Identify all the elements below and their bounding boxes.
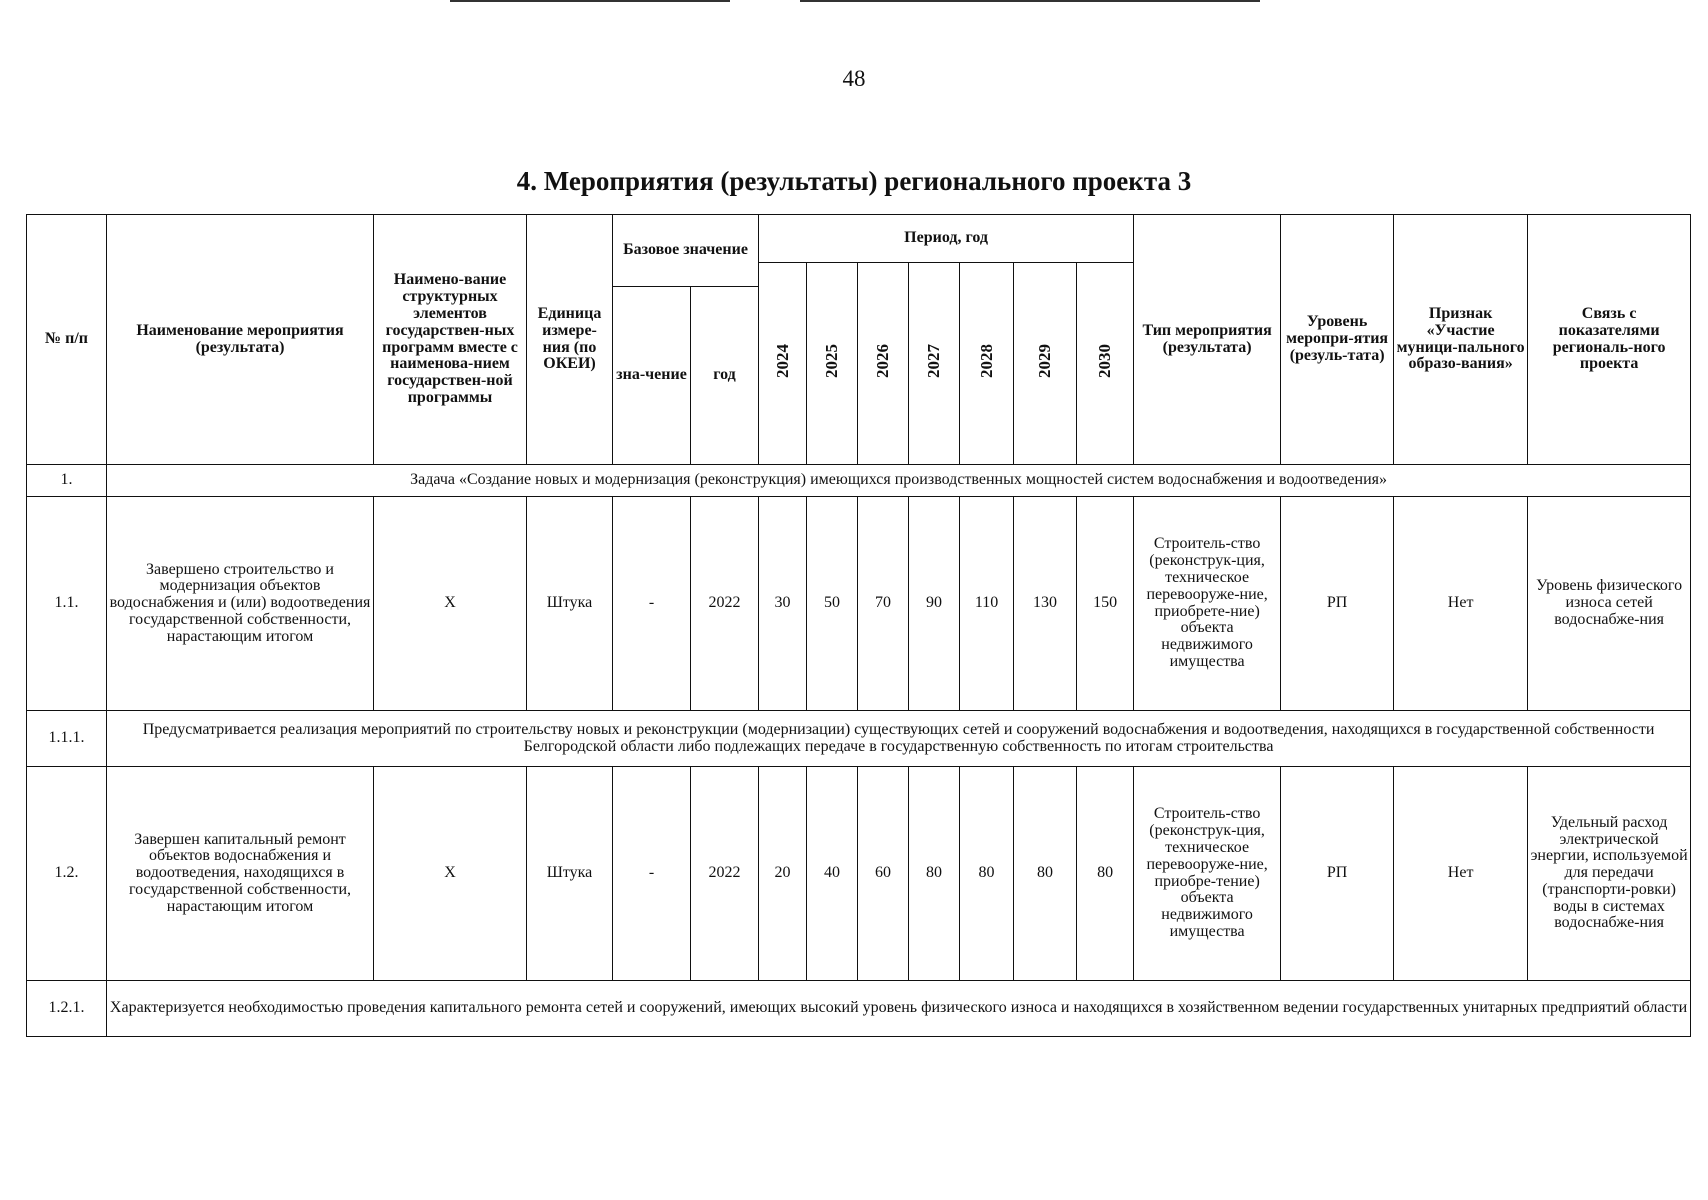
header-year-cell <box>759 263 807 465</box>
header-year: 2024 <box>772 344 792 379</box>
row-num: 1.2.1. <box>27 981 107 1037</box>
row-value: 60 <box>858 767 909 981</box>
table-row <box>27 711 1691 767</box>
row-value: 80 <box>1077 767 1134 981</box>
row-value: 50 <box>807 497 858 711</box>
top-scan-line <box>450 0 730 2</box>
top-scan-line <box>800 0 1260 2</box>
row-text: Предусматривается реализация мероприятий по строительству новых и реконструкции (модернизации) существующих сетей и сооружений водоснабжения и водоотведения, находящихся в государственной собственности Белгородской области либо подлежащих передаче в государственную собственность по итогам строительства <box>107 711 1691 767</box>
header-municipal: Признак «Участие муници-пального образо-вания» <box>1394 215 1528 465</box>
row-value: 20 <box>759 767 807 981</box>
row-structural: X <box>374 497 527 711</box>
header-base-year: год <box>691 287 759 465</box>
header-year-cell <box>1014 263 1077 465</box>
row-num: 1.1.1. <box>27 711 107 767</box>
row-value: 30 <box>759 497 807 711</box>
header-base: Базовое значение <box>613 215 759 287</box>
header-structural: Наимено-вание структурных элементов государствен-ных программ вместе с наименова-нием государствен-ной программы <box>374 215 527 465</box>
table-row <box>27 767 1691 981</box>
header-year: 2025 <box>822 344 842 379</box>
events-table <box>26 214 1691 1037</box>
page-number: 48 <box>842 66 866 91</box>
row-value: 70 <box>858 497 909 711</box>
header-year: 2030 <box>1095 344 1115 379</box>
row-structural: X <box>374 767 527 981</box>
row-type: Строитель-ство (реконструк-ция, техническое перевооруже-ние, приобрете-ние) объекта недвижимого имущества <box>1134 497 1281 711</box>
header-unit: Единица измере-ния (по ОКЕИ) <box>527 215 613 465</box>
header-year-cell <box>960 263 1014 465</box>
row-type: Строитель-ство (реконструк-ция, техническое перевооруже-ние, приобре-тение) объекта недвижимого имущества <box>1134 767 1281 981</box>
row-text: Характеризуется необходимостью проведения капитального ремонта сетей и сооружений, имеющих высокий уровень физического износа и находящихся в хозяйственном ведении государственных унитарных предприятий области <box>107 981 1691 1037</box>
page-title: 4. Мероприятия (результаты) регионального проекта 3 <box>516 166 1192 196</box>
row-level: РП <box>1281 497 1394 711</box>
header-year-cell <box>909 263 960 465</box>
row-text: Задача «Создание новых и модернизация (реконструкция) имеющихся производственных мощностей систем водоснабжения и водоотведения» <box>107 465 1691 497</box>
header-year: 2027 <box>924 344 944 379</box>
row-value: 80 <box>909 767 960 981</box>
row-value: 130 <box>1014 497 1077 711</box>
header-year-cell <box>858 263 909 465</box>
row-name: Завершено строительство и модернизация объектов водоснабжения и (или) водоотведения государственной собственности, нарастающим итогом <box>107 497 374 711</box>
header-year-cell <box>1077 263 1134 465</box>
row-base-value: - <box>613 767 691 981</box>
row-base-year: 2022 <box>691 497 759 711</box>
row-value: 40 <box>807 767 858 981</box>
header-base-value: зна-чение <box>613 287 691 465</box>
header-year: 2026 <box>873 344 893 379</box>
row-municipal: Нет <box>1394 497 1528 711</box>
header-level: Уровень меропри-ятия (резуль-тата) <box>1281 215 1394 465</box>
row-level: РП <box>1281 767 1394 981</box>
row-value: 80 <box>960 767 1014 981</box>
header-type: Тип мероприятия (результата) <box>1134 215 1281 465</box>
header-link: Связь с показателями региональ-ного проекта <box>1528 215 1691 465</box>
row-value: 90 <box>909 497 960 711</box>
header-name: Наименование мероприятия (результата) <box>107 215 374 465</box>
row-base-value: - <box>613 497 691 711</box>
table-row <box>27 497 1691 711</box>
header-period: Период, год <box>759 215 1134 263</box>
header-year: 2028 <box>976 344 996 379</box>
row-value: 80 <box>1014 767 1077 981</box>
table-row <box>27 981 1691 1037</box>
row-link: Удельный расход электрической энергии, используемой для передачи (транспорти-ровки) воды в системах водоснабже-ния <box>1528 767 1691 981</box>
row-base-year: 2022 <box>691 767 759 981</box>
row-link: Уровень физического износа сетей водоснабже-ния <box>1528 497 1691 711</box>
row-num: 1.1. <box>27 497 107 711</box>
row-num: 1. <box>27 465 107 497</box>
header-year-cell <box>807 263 858 465</box>
table-row <box>27 465 1691 497</box>
row-unit: Штука <box>527 767 613 981</box>
row-value: 150 <box>1077 497 1134 711</box>
row-unit: Штука <box>527 497 613 711</box>
row-municipal: Нет <box>1394 767 1528 981</box>
header-num: № п/п <box>27 215 107 465</box>
row-name: Завершен капитальный ремонт объектов водоснабжения и водоотведения, находящихся в государственной собственности, нарастающим итогом <box>107 767 374 981</box>
header-year: 2029 <box>1035 344 1055 379</box>
row-num: 1.2. <box>27 767 107 981</box>
row-value: 110 <box>960 497 1014 711</box>
